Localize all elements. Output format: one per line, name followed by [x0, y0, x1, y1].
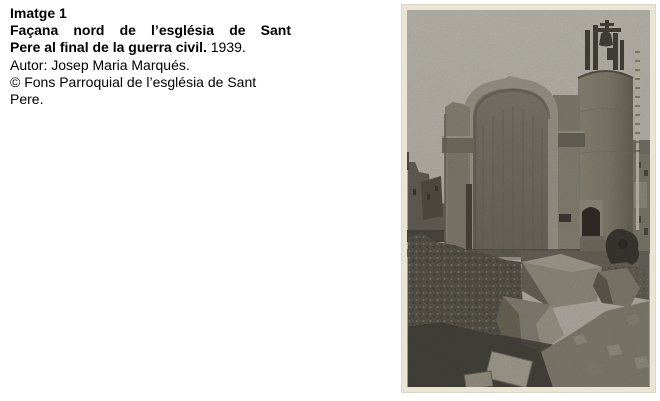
- photo-sant-pere-church-ruins: [401, 4, 656, 393]
- figure-author: Autor: Josep Maria Marqués.: [10, 56, 190, 73]
- figure-year: 1939.: [210, 39, 246, 56]
- figure-label: Imatge 1: [10, 5, 67, 21]
- figure-credit-line1: © Fons Parroquial de l’església de Sant: [10, 73, 257, 90]
- figure-caption: [10, 5, 291, 108]
- church-ruins-illustration: [401, 4, 656, 393]
- figure-credit-line2: Pere.: [10, 91, 44, 108]
- figure-title-line2-bold: Pere al final de la guerra civil.: [10, 39, 207, 56]
- figure-title-line1: Façana nord de l’església de Sant: [10, 22, 291, 39]
- figure-title-line2: [10, 39, 291, 56]
